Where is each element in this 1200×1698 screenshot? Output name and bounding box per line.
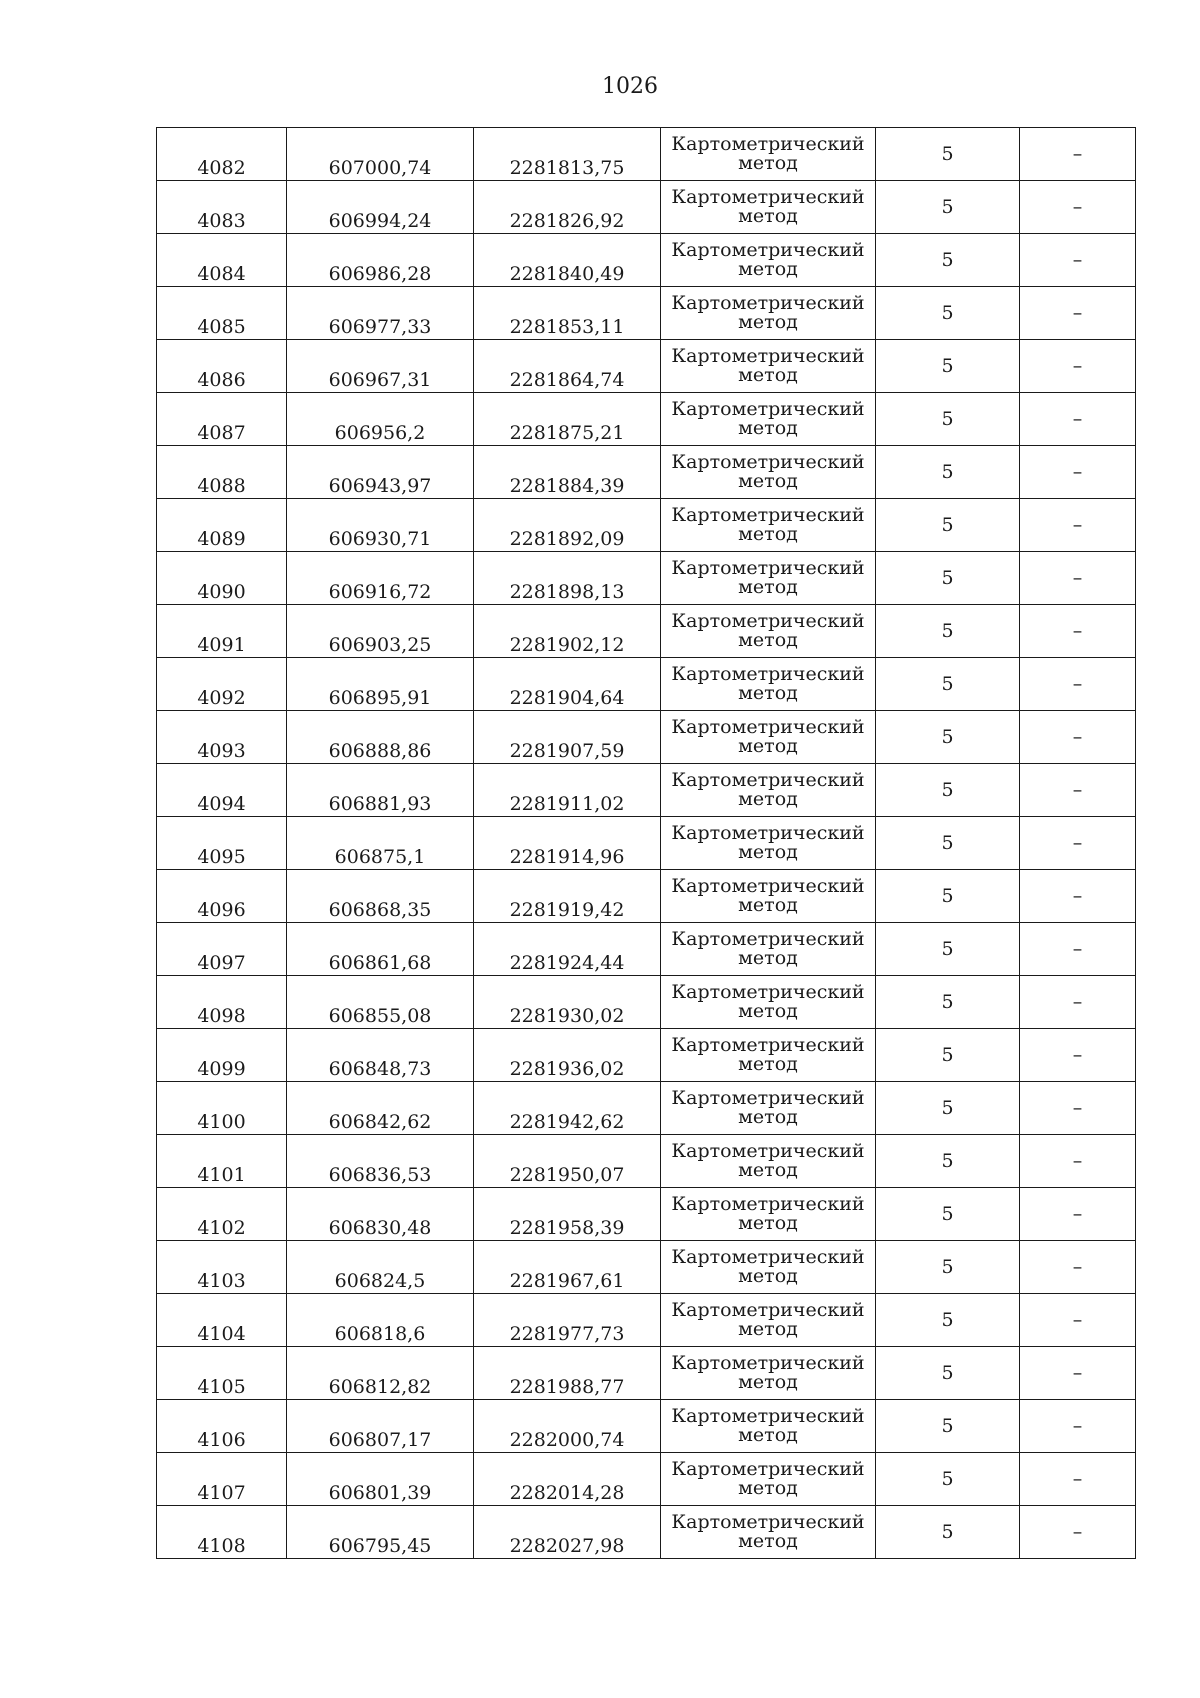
y-coordinate-cell: 2281902,12 <box>474 605 661 658</box>
x-coordinate-cell: 607000,74 <box>287 128 474 181</box>
x-coordinate-cell: 606824,5 <box>287 1241 474 1294</box>
method-cell <box>661 658 876 711</box>
table-row <box>157 923 1136 976</box>
x-coordinate-cell: 606795,45 <box>287 1506 474 1559</box>
x-coordinate-cell: 606895,91 <box>287 658 474 711</box>
note-cell: – <box>1020 605 1136 658</box>
x-coordinate-cell: 606967,31 <box>287 340 474 393</box>
y-coordinate-cell: 2281936,02 <box>474 1029 661 1082</box>
x-coordinate-cell: 606875,1 <box>287 817 474 870</box>
method-cell <box>661 128 876 181</box>
method-line-2: метод <box>738 841 798 863</box>
method-cell <box>661 340 876 393</box>
x-coordinate-cell: 606807,17 <box>287 1400 474 1453</box>
x-coordinate-cell: 606868,35 <box>287 870 474 923</box>
x-coordinate-cell: 606943,97 <box>287 446 474 499</box>
method-cell <box>661 605 876 658</box>
accuracy-cell: 5 <box>876 923 1020 976</box>
accuracy-cell: 5 <box>876 817 1020 870</box>
x-coordinate-cell: 606861,68 <box>287 923 474 976</box>
note-cell: – <box>1020 658 1136 711</box>
accuracy-cell: 5 <box>876 1029 1020 1082</box>
method-line-2: метод <box>738 1265 798 1287</box>
point-number-cell: 4090 <box>157 552 287 605</box>
table-row <box>157 711 1136 764</box>
method-line-2: метод <box>738 1477 798 1499</box>
y-coordinate-cell: 2281864,74 <box>474 340 661 393</box>
accuracy-cell: 5 <box>876 1347 1020 1400</box>
method-line-1: Картометрический <box>671 663 865 685</box>
method-line-1: Картометрический <box>671 345 865 367</box>
table-row <box>157 499 1136 552</box>
method-cell <box>661 764 876 817</box>
note-cell: – <box>1020 1294 1136 1347</box>
table-row <box>157 234 1136 287</box>
method-line-2: метод <box>738 1212 798 1234</box>
method-cell <box>661 1453 876 1506</box>
x-coordinate-cell: 606977,33 <box>287 287 474 340</box>
note-cell: – <box>1020 1082 1136 1135</box>
method-line-2: метод <box>738 1530 798 1552</box>
y-coordinate-cell: 2281904,64 <box>474 658 661 711</box>
note-cell: – <box>1020 1135 1136 1188</box>
method-line-1: Картометрический <box>671 875 865 897</box>
note-cell: – <box>1020 923 1136 976</box>
method-line-1: Картометрический <box>671 1034 865 1056</box>
y-coordinate-cell: 2281840,49 <box>474 234 661 287</box>
method-line-1: Картометрический <box>671 239 865 261</box>
x-coordinate-cell: 606930,71 <box>287 499 474 552</box>
table-row <box>157 1188 1136 1241</box>
point-number-cell: 4096 <box>157 870 287 923</box>
point-number-cell: 4083 <box>157 181 287 234</box>
note-cell: – <box>1020 1347 1136 1400</box>
method-line-1: Картометрический <box>671 769 865 791</box>
accuracy-cell: 5 <box>876 393 1020 446</box>
method-line-2: метод <box>738 1371 798 1393</box>
accuracy-cell: 5 <box>876 446 1020 499</box>
method-cell <box>661 817 876 870</box>
method-line-2: метод <box>738 1318 798 1340</box>
accuracy-cell: 5 <box>876 870 1020 923</box>
method-line-1: Картометрический <box>671 133 865 155</box>
accuracy-cell: 5 <box>876 711 1020 764</box>
method-line-1: Картометрический <box>671 398 865 420</box>
table-row <box>157 1400 1136 1453</box>
x-coordinate-cell: 606881,93 <box>287 764 474 817</box>
table-row <box>157 1135 1136 1188</box>
table-row <box>157 128 1136 181</box>
method-line-2: метод <box>738 576 798 598</box>
method-line-1: Картометрический <box>671 928 865 950</box>
method-line-1: Картометрический <box>671 1087 865 1109</box>
accuracy-cell: 5 <box>876 605 1020 658</box>
method-cell <box>661 1294 876 1347</box>
point-number-cell: 4101 <box>157 1135 287 1188</box>
table-row <box>157 393 1136 446</box>
point-number-cell: 4085 <box>157 287 287 340</box>
method-cell <box>661 923 876 976</box>
method-line-2: метод <box>738 894 798 916</box>
y-coordinate-cell: 2281988,77 <box>474 1347 661 1400</box>
point-number-cell: 4104 <box>157 1294 287 1347</box>
accuracy-cell: 5 <box>876 1188 1020 1241</box>
note-cell: – <box>1020 446 1136 499</box>
method-line-1: Картометрический <box>671 1193 865 1215</box>
method-cell <box>661 976 876 1029</box>
table-row <box>157 340 1136 393</box>
x-coordinate-cell: 606994,24 <box>287 181 474 234</box>
method-line-2: метод <box>738 629 798 651</box>
table-row <box>157 1241 1136 1294</box>
method-line-2: метод <box>738 947 798 969</box>
method-cell <box>661 1188 876 1241</box>
method-cell <box>661 711 876 764</box>
x-coordinate-cell: 606812,82 <box>287 1347 474 1400</box>
table-row <box>157 1347 1136 1400</box>
table-row <box>157 1294 1136 1347</box>
note-cell: – <box>1020 1400 1136 1453</box>
table-row <box>157 658 1136 711</box>
method-line-1: Картометрический <box>671 822 865 844</box>
y-coordinate-cell: 2281942,62 <box>474 1082 661 1135</box>
method-line-1: Картометрический <box>671 981 865 1003</box>
method-cell <box>661 1241 876 1294</box>
table-row <box>157 1453 1136 1506</box>
note-cell: – <box>1020 976 1136 1029</box>
method-line-1: Картометрический <box>671 1352 865 1374</box>
method-line-1: Картометрический <box>671 1458 865 1480</box>
method-cell <box>661 1135 876 1188</box>
method-cell <box>661 393 876 446</box>
note-cell: – <box>1020 1453 1136 1506</box>
method-line-1: Картометрический <box>671 610 865 632</box>
y-coordinate-cell: 2281930,02 <box>474 976 661 1029</box>
accuracy-cell: 5 <box>876 181 1020 234</box>
method-line-1: Картометрический <box>671 1511 865 1533</box>
method-line-1: Картометрический <box>671 504 865 526</box>
y-coordinate-cell: 2281907,59 <box>474 711 661 764</box>
x-coordinate-cell: 606818,6 <box>287 1294 474 1347</box>
note-cell: – <box>1020 499 1136 552</box>
point-number-cell: 4092 <box>157 658 287 711</box>
accuracy-cell: 5 <box>876 1400 1020 1453</box>
y-coordinate-cell: 2281967,61 <box>474 1241 661 1294</box>
y-coordinate-cell: 2282000,74 <box>474 1400 661 1453</box>
accuracy-cell: 5 <box>876 128 1020 181</box>
method-cell <box>661 870 876 923</box>
method-line-2: метод <box>738 258 798 280</box>
accuracy-cell: 5 <box>876 1294 1020 1347</box>
x-coordinate-cell: 606842,62 <box>287 1082 474 1135</box>
y-coordinate-cell: 2281826,92 <box>474 181 661 234</box>
method-cell <box>661 1400 876 1453</box>
note-cell: – <box>1020 234 1136 287</box>
table-row <box>157 1029 1136 1082</box>
method-cell <box>661 552 876 605</box>
method-line-1: Картометрический <box>671 557 865 579</box>
method-line-1: Картометрический <box>671 451 865 473</box>
point-number-cell: 4091 <box>157 605 287 658</box>
y-coordinate-cell: 2281911,02 <box>474 764 661 817</box>
table-row <box>157 446 1136 499</box>
note-cell: – <box>1020 711 1136 764</box>
method-cell <box>661 1082 876 1135</box>
table-row <box>157 1082 1136 1135</box>
method-cell <box>661 1347 876 1400</box>
point-number-cell: 4086 <box>157 340 287 393</box>
note-cell: – <box>1020 1241 1136 1294</box>
x-coordinate-cell: 606836,53 <box>287 1135 474 1188</box>
point-number-cell: 4107 <box>157 1453 287 1506</box>
method-line-1: Картометрический <box>671 1246 865 1268</box>
method-cell <box>661 181 876 234</box>
note-cell: – <box>1020 181 1136 234</box>
x-coordinate-cell: 606916,72 <box>287 552 474 605</box>
y-coordinate-cell: 2281958,39 <box>474 1188 661 1241</box>
y-coordinate-cell: 2281919,42 <box>474 870 661 923</box>
note-cell: – <box>1020 1029 1136 1082</box>
method-line-2: метод <box>738 311 798 333</box>
point-number-cell: 4100 <box>157 1082 287 1135</box>
accuracy-cell: 5 <box>876 976 1020 1029</box>
method-line-2: метод <box>738 152 798 174</box>
coordinates-table <box>156 127 1136 1559</box>
method-cell <box>661 287 876 340</box>
table-row <box>157 817 1136 870</box>
table-row <box>157 1506 1136 1559</box>
accuracy-cell: 5 <box>876 499 1020 552</box>
method-line-1: Картометрический <box>671 1299 865 1321</box>
method-line-2: метод <box>738 205 798 227</box>
x-coordinate-cell: 606956,2 <box>287 393 474 446</box>
y-coordinate-cell: 2281813,75 <box>474 128 661 181</box>
point-number-cell: 4094 <box>157 764 287 817</box>
accuracy-cell: 5 <box>876 1453 1020 1506</box>
x-coordinate-cell: 606903,25 <box>287 605 474 658</box>
method-cell <box>661 446 876 499</box>
method-line-2: метод <box>738 1106 798 1128</box>
x-coordinate-cell: 606888,86 <box>287 711 474 764</box>
point-number-cell: 4087 <box>157 393 287 446</box>
method-line-2: метод <box>738 1159 798 1181</box>
method-line-1: Картометрический <box>671 292 865 314</box>
method-line-2: метод <box>738 1053 798 1075</box>
table-row <box>157 181 1136 234</box>
point-number-cell: 4084 <box>157 234 287 287</box>
table-row <box>157 605 1136 658</box>
note-cell: – <box>1020 393 1136 446</box>
accuracy-cell: 5 <box>876 1241 1020 1294</box>
point-number-cell: 4093 <box>157 711 287 764</box>
accuracy-cell: 5 <box>876 658 1020 711</box>
x-coordinate-cell: 606986,28 <box>287 234 474 287</box>
method-line-2: метод <box>738 735 798 757</box>
note-cell: – <box>1020 128 1136 181</box>
y-coordinate-cell: 2281950,07 <box>474 1135 661 1188</box>
method-line-1: Картометрический <box>671 186 865 208</box>
y-coordinate-cell: 2281892,09 <box>474 499 661 552</box>
table-row <box>157 287 1136 340</box>
x-coordinate-cell: 606830,48 <box>287 1188 474 1241</box>
method-cell <box>661 499 876 552</box>
note-cell: – <box>1020 1506 1136 1559</box>
y-coordinate-cell: 2281884,39 <box>474 446 661 499</box>
note-cell: – <box>1020 340 1136 393</box>
table-row <box>157 552 1136 605</box>
y-coordinate-cell: 2281875,21 <box>474 393 661 446</box>
accuracy-cell: 5 <box>876 764 1020 817</box>
table-row <box>157 976 1136 1029</box>
accuracy-cell: 5 <box>876 287 1020 340</box>
note-cell: – <box>1020 817 1136 870</box>
y-coordinate-cell: 2282027,98 <box>474 1506 661 1559</box>
x-coordinate-cell: 606801,39 <box>287 1453 474 1506</box>
note-cell: – <box>1020 287 1136 340</box>
page-number: 1026 <box>602 74 658 99</box>
method-line-2: метод <box>738 417 798 439</box>
method-line-2: метод <box>738 1000 798 1022</box>
y-coordinate-cell: 2281924,44 <box>474 923 661 976</box>
method-cell <box>661 234 876 287</box>
method-line-2: метод <box>738 470 798 492</box>
accuracy-cell: 5 <box>876 1135 1020 1188</box>
accuracy-cell: 5 <box>876 1506 1020 1559</box>
x-coordinate-cell: 606848,73 <box>287 1029 474 1082</box>
accuracy-cell: 5 <box>876 234 1020 287</box>
point-number-cell: 4102 <box>157 1188 287 1241</box>
method-line-2: метод <box>738 682 798 704</box>
method-cell <box>661 1506 876 1559</box>
point-number-cell: 4108 <box>157 1506 287 1559</box>
table-body <box>157 128 1136 1559</box>
method-line-1: Картометрический <box>671 1405 865 1427</box>
y-coordinate-cell: 2281914,96 <box>474 817 661 870</box>
point-number-cell: 4097 <box>157 923 287 976</box>
x-coordinate-cell: 606855,08 <box>287 976 474 1029</box>
note-cell: – <box>1020 552 1136 605</box>
point-number-cell: 4105 <box>157 1347 287 1400</box>
table-row <box>157 870 1136 923</box>
method-line-1: Картометрический <box>671 1140 865 1162</box>
note-cell: – <box>1020 764 1136 817</box>
method-line-2: метод <box>738 788 798 810</box>
accuracy-cell: 5 <box>876 1082 1020 1135</box>
note-cell: – <box>1020 870 1136 923</box>
y-coordinate-cell: 2281898,13 <box>474 552 661 605</box>
method-line-2: метод <box>738 1424 798 1446</box>
point-number-cell: 4082 <box>157 128 287 181</box>
method-line-2: метод <box>738 364 798 386</box>
y-coordinate-cell: 2281853,11 <box>474 287 661 340</box>
accuracy-cell: 5 <box>876 552 1020 605</box>
table-row <box>157 764 1136 817</box>
point-number-cell: 4098 <box>157 976 287 1029</box>
accuracy-cell: 5 <box>876 340 1020 393</box>
point-number-cell: 4106 <box>157 1400 287 1453</box>
point-number-cell: 4089 <box>157 499 287 552</box>
point-number-cell: 4099 <box>157 1029 287 1082</box>
y-coordinate-cell: 2281977,73 <box>474 1294 661 1347</box>
y-coordinate-cell: 2282014,28 <box>474 1453 661 1506</box>
point-number-cell: 4088 <box>157 446 287 499</box>
point-number-cell: 4095 <box>157 817 287 870</box>
method-line-1: Картометрический <box>671 716 865 738</box>
method-cell <box>661 1029 876 1082</box>
method-line-2: метод <box>738 523 798 545</box>
note-cell: – <box>1020 1188 1136 1241</box>
point-number-cell: 4103 <box>157 1241 287 1294</box>
